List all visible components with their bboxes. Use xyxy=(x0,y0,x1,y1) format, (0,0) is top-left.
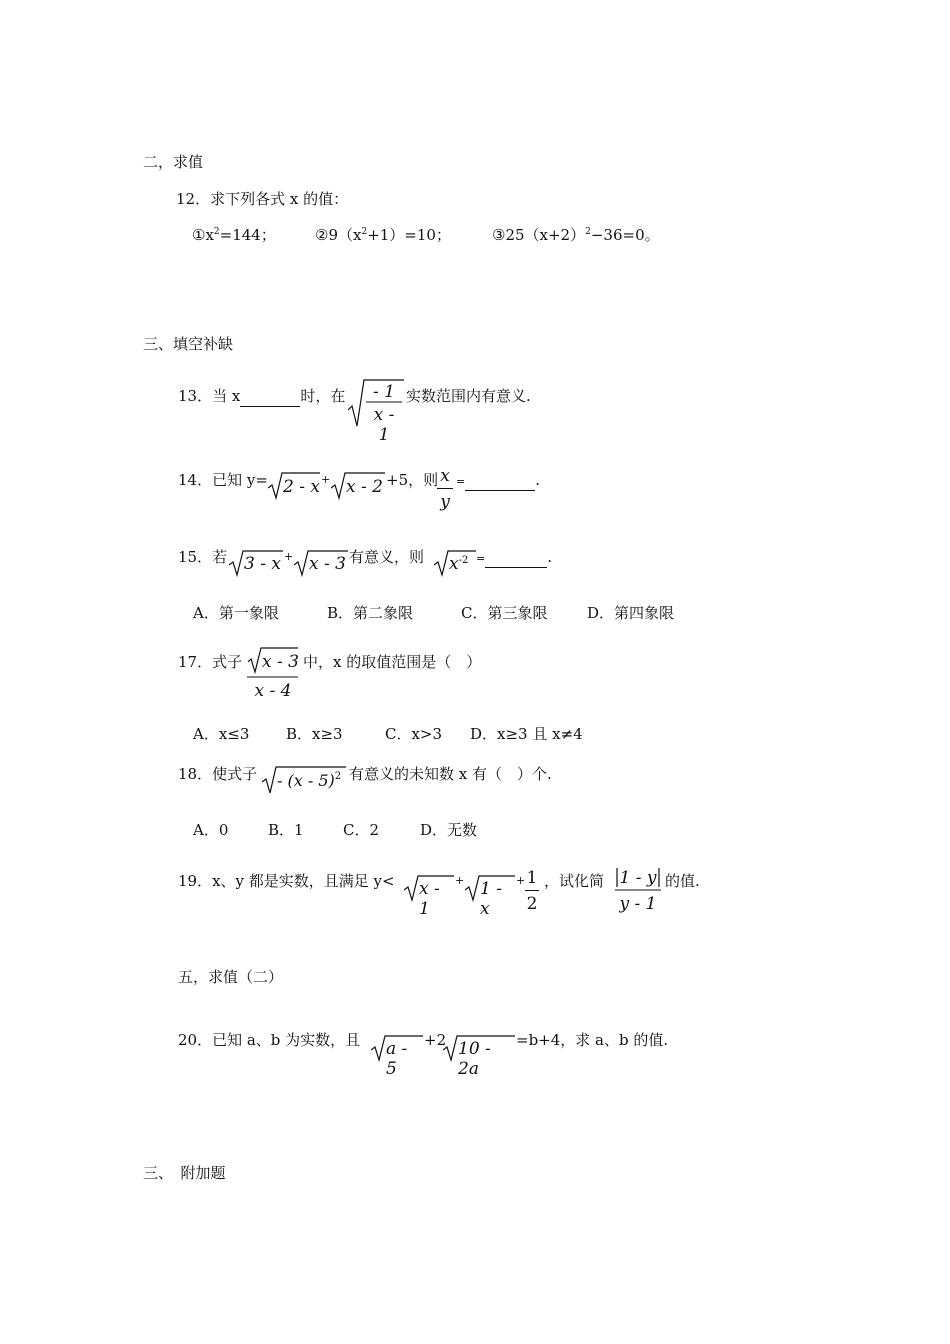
option-b: B．第二象限 xyxy=(327,604,414,622)
fraction-abs-over-expression: 1 - y y - 1 xyxy=(619,868,657,914)
question-14-mid: +5，则 xyxy=(386,471,439,489)
question-19-suffix: 的值. xyxy=(665,872,700,890)
fraction-radical-over-expression: x - 3 x - 4 xyxy=(246,645,300,703)
question-18-suffix: 有意义的未知数 x 有（ ）个. xyxy=(349,765,552,783)
question-13-suffix: 实数范围内有意义. xyxy=(406,387,531,405)
fraction-one-half: 1 2 xyxy=(526,868,538,914)
radical: - (x - 5)$^2$ xyxy=(262,765,346,797)
option-a: A．x≤3 xyxy=(193,725,250,743)
answer-blank[interactable] xyxy=(485,547,547,568)
question-12-item-3: $③25(x+2)^2-36=0$。 xyxy=(492,226,660,244)
section-title-evaluate-2: 五，求值（二） xyxy=(178,968,284,986)
answer-blank[interactable] xyxy=(240,386,300,407)
plus-sign: + xyxy=(321,473,331,486)
question-12-item-1: $①x^2=144$； xyxy=(192,226,276,244)
radical-2: x - 3 xyxy=(294,549,348,579)
radical-1: a - 5 xyxy=(371,1034,423,1064)
question-14-answer: = . xyxy=(456,471,540,489)
section-title-evaluate: 二，求值 xyxy=(143,153,204,171)
option-a: A．第一象限 xyxy=(193,604,279,622)
question-14-prefix: 14．已知 y= xyxy=(178,471,268,489)
section-title-fill-blank: 三、填空补缺 xyxy=(143,335,234,353)
radical-1: 2 - x xyxy=(268,470,320,500)
numerator: - 1 xyxy=(373,382,395,402)
plus-sign: + xyxy=(284,550,294,563)
question-15-mid: 有意义，则 xyxy=(349,548,425,566)
option-b: B．x≥3 xyxy=(286,725,343,743)
question-17-prefix: 17．式子 xyxy=(178,653,243,671)
question-20-mid: +2 xyxy=(424,1031,447,1049)
radical-1: x - 1 xyxy=(404,874,454,904)
section-title-extra: 三、 附加题 xyxy=(143,1164,226,1182)
answer-blank[interactable] xyxy=(465,470,535,491)
radical-2: 10 - 2a xyxy=(443,1034,515,1064)
question-20-suffix: =b+4，求 a、b 的值. xyxy=(516,1031,669,1049)
option-c: C．2 xyxy=(343,821,380,839)
question-17-suffix: 中，x 的取值范围是（ ） xyxy=(303,653,482,671)
option-c: C．x>3 xyxy=(385,725,443,743)
plus-sign: + xyxy=(516,874,526,887)
question-15-prefix: 15．若 xyxy=(178,548,228,566)
radical-1: 3 - x xyxy=(229,549,283,579)
question-20-prefix: 20．已知 a、b 为实数，且 xyxy=(178,1031,361,1049)
radical-fraction xyxy=(348,378,404,445)
option-d: D．无数 xyxy=(420,821,478,839)
option-c: C．第三象限 xyxy=(461,604,548,622)
question-19-prefix: 19．x、y 都是实数，且满足 y< xyxy=(178,872,395,890)
question-13: 13．当 x 时，在 xyxy=(178,387,346,405)
option-a: A．0 xyxy=(193,821,229,839)
question-18-prefix: 18．使式子 xyxy=(178,765,258,783)
option-d: D．x≥3 且 x≠4 xyxy=(470,725,583,743)
radical-2: 1 - x xyxy=(465,874,515,904)
question-12-stem: 12．求下列各式 x 的值： xyxy=(176,190,349,208)
denominator: x - 1 xyxy=(373,405,395,445)
option-d: D．第四象限 xyxy=(587,604,675,622)
fraction-x-over-y: x y xyxy=(436,466,454,514)
plus-sign: + xyxy=(455,874,465,887)
question-15-answer: = . xyxy=(476,548,552,566)
question-19-mid: ，试化简 xyxy=(544,872,605,890)
option-b: B．1 xyxy=(268,821,304,839)
question-12-item-2: $②9(x^2+1)=10$； xyxy=(315,226,451,244)
radical-2: x - 2 xyxy=(331,470,385,500)
radical-3: $x^{-2}$ xyxy=(434,549,476,579)
